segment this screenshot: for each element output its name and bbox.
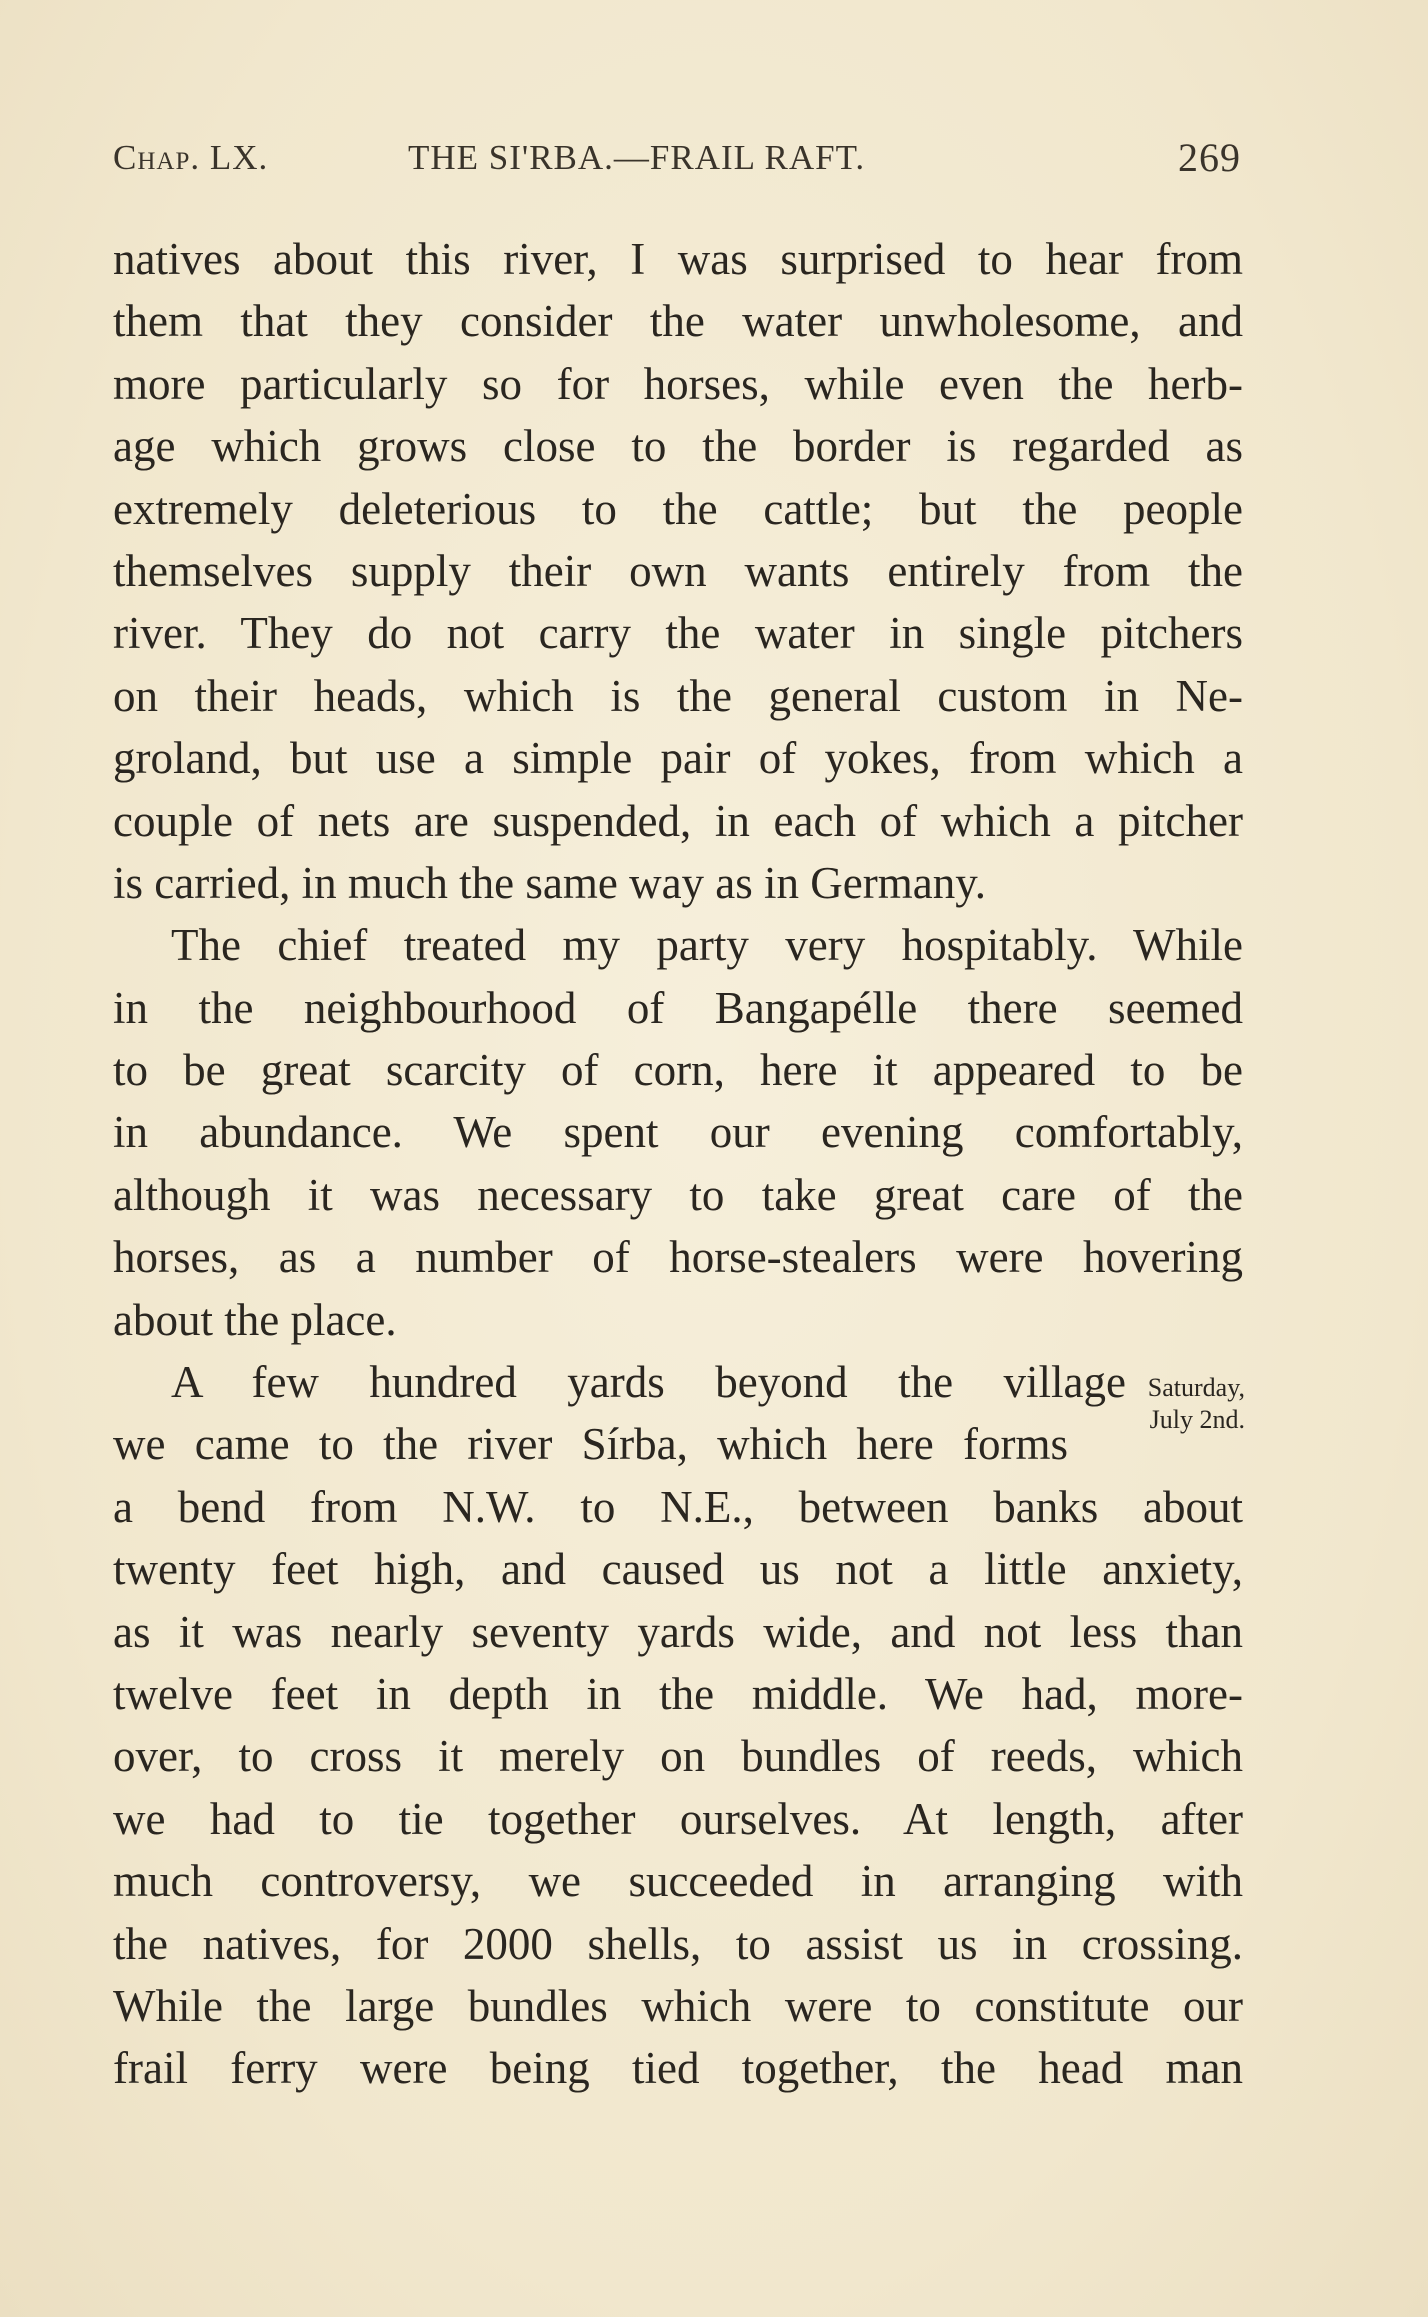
text-line: the natives, for 2000 shells, to assist us in crossing. xyxy=(113,1918,1243,1969)
text-line: horses, as a number of horse-stealers were hovering xyxy=(113,1232,1243,1283)
text-line: is carried, in much the same way as in Germany. xyxy=(113,857,987,908)
text-line: couple of nets are suspended, in each of which a pitcher xyxy=(113,795,1243,846)
text-line: A few hundred yards beyond the village xyxy=(171,1357,1126,1408)
margin-note-date xyxy=(1115,1372,1245,1436)
margin-note-month: July 2nd. xyxy=(1149,1405,1245,1434)
text-line: themselves supply their own wants entirely from the xyxy=(113,545,1243,596)
running-header xyxy=(113,135,1241,188)
text-line: in abundance. We spent our evening comfortably, xyxy=(113,1107,1243,1158)
text-line: we came to the river Sírba, which here forms xyxy=(113,1419,1068,1470)
text-line: The chief treated my party very hospitably. While xyxy=(171,920,1243,971)
text-line: over, to cross it merely on bundles of reeds, which xyxy=(113,1731,1243,1782)
page-number: 269 xyxy=(1178,135,1241,180)
margin-note-day: Saturday, xyxy=(1147,1373,1245,1402)
text-line: a bend from N.W. to N.E., between banks about xyxy=(113,1481,1243,1532)
text-line: twelve feet in depth in the middle. We had, more- xyxy=(113,1668,1243,1719)
text-line: frail ferry were being tied together, the head man xyxy=(113,2043,1243,2094)
text-line: in the neighbourhood of Bangapélle there seemed xyxy=(113,982,1243,1033)
body-text xyxy=(113,228,1243,2100)
text-line: groland, but use a simple pair of yokes, from which a xyxy=(113,733,1243,784)
text-line: age which grows close to the border is regarded as xyxy=(113,421,1243,472)
text-line: more particularly so for horses, while even the herb- xyxy=(113,358,1243,409)
text-line: While the large bundles which were to constitute our xyxy=(113,1980,1243,2031)
text-line: river. They do not carry the water in single pitchers xyxy=(113,608,1243,659)
text-line: although it was necessary to take great care of the xyxy=(113,1169,1243,1220)
text-line: natives about this river, I was surprised to hear from xyxy=(113,234,1243,284)
text-line: them that they consider the water unwholesome, and xyxy=(113,296,1243,347)
text-line: extremely deleterious to the cattle; but the people xyxy=(113,483,1243,534)
text-line: we had to tie together ourselves. At length, after xyxy=(113,1793,1243,1844)
text-line: much controversy, we succeeded in arranging with xyxy=(113,1856,1243,1907)
text-line: about the place. xyxy=(113,1294,397,1345)
text-line: twenty feet high, and caused us not a little anxiety, xyxy=(113,1544,1243,1595)
text-line: as it was nearly seventy yards wide, and not less than xyxy=(113,1606,1243,1657)
chapter-label: Chap. LX. xyxy=(113,138,269,177)
running-title: THE SI'RBA.—FRAIL RAFT. xyxy=(408,138,866,177)
text-line: to be great scarcity of corn, here it appeared to be xyxy=(113,1045,1243,1096)
text-line: on their heads, which is the general custom in Ne- xyxy=(113,670,1243,721)
